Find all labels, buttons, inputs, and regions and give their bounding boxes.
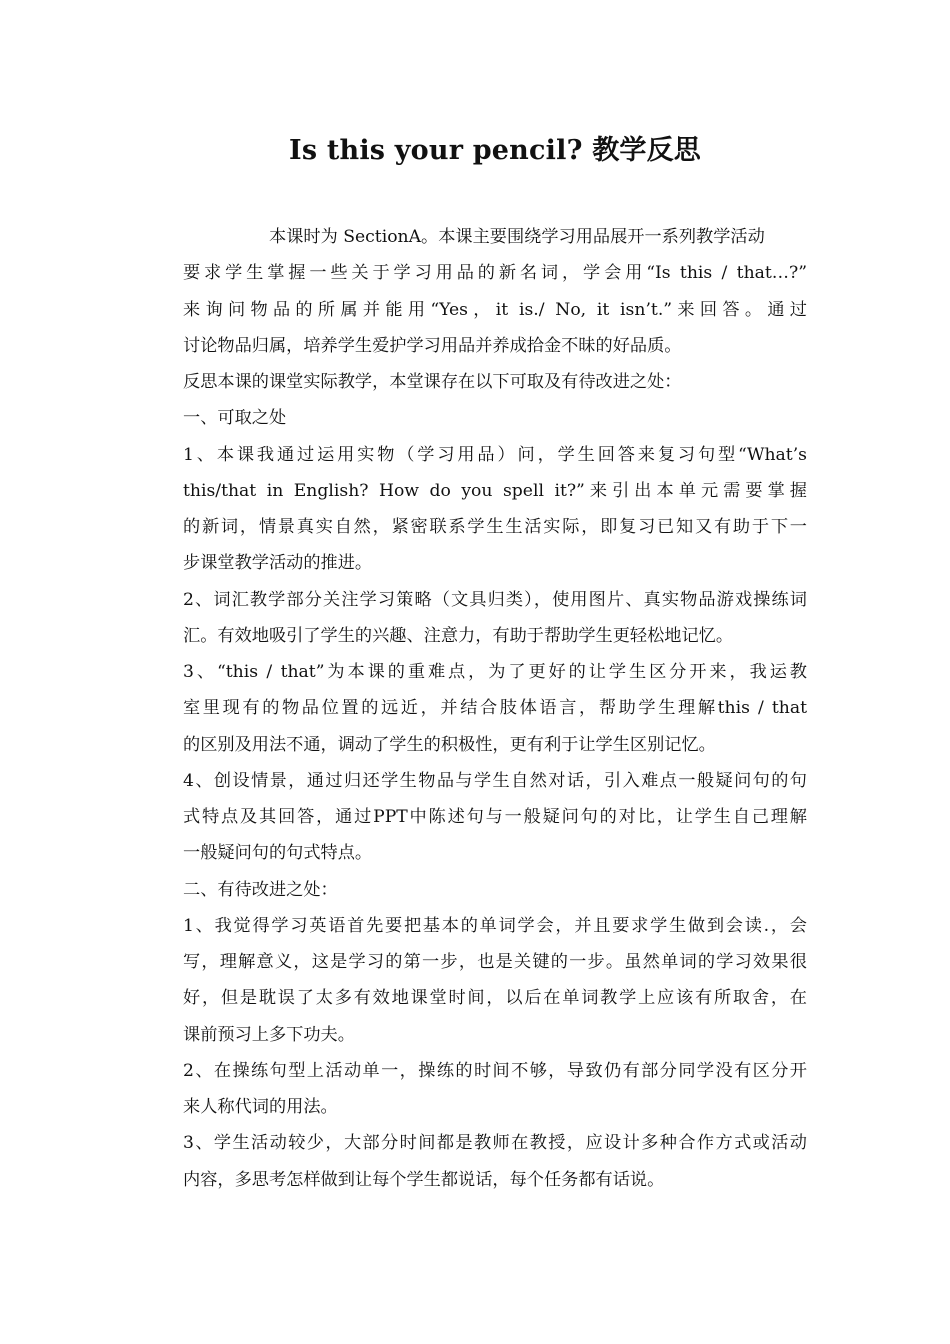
paragraph-line: 1、本课我通过运用实物（学习用品）问，学生回答来复习句型“What’s bbox=[183, 444, 807, 465]
paragraph-line: 3、学生活动较少，大部分时间都是教师在教授，应设计多种合作方式或活动 bbox=[183, 1133, 807, 1154]
document-body bbox=[183, 219, 807, 1198]
section-heading: 二、有待改进之处： bbox=[183, 879, 338, 900]
section-heading: 一、可取之处 bbox=[183, 408, 287, 429]
paragraph-line: 要求学生掌握一些关于学习用品的新名词，学会用“Is this / that…?” bbox=[183, 263, 807, 284]
paragraph-line: 来询问物品的所属并能用“Yes，it is./ No, it isn’t.”来回答。通过 bbox=[183, 299, 807, 320]
paragraph-line: this/that in English? How do you spell it?”来引出本单元需要掌握 bbox=[183, 480, 807, 501]
paragraph-line: 的新词，情景真实自然，紧密联系学生生活实际，即复习已知又有助于下一 bbox=[183, 517, 807, 537]
paragraph-line: 式特点及其回答，通过PPT中陈述句与一般疑问句的对比，让学生自己理解 bbox=[183, 807, 807, 827]
paragraph-line: 步课堂教学活动的推进。 bbox=[183, 553, 373, 574]
paragraph-line: 反思本课的课堂实际教学，本堂课存在以下可取及有待改进之处： bbox=[183, 372, 682, 392]
paragraph-line: 汇。有效地吸引了学生的兴趣、注意力，有助于帮助学生更轻松地记忆。 bbox=[183, 625, 734, 646]
paragraph-line: 写，理解意义，这是学习的第一步，也是关键的一步。虽然单词的学习效果很 bbox=[183, 952, 807, 972]
paragraph-line: 的区别及用法不通，调动了学生的积极性，更有利于让学生区别记忆。 bbox=[183, 734, 716, 755]
paragraph-line: 讨论物品归属，培养学生爱护学习用品并养成拾金不昧的好品质。 bbox=[183, 335, 682, 356]
paragraph-line: 课前预习上多下功夫。 bbox=[183, 1024, 355, 1045]
paragraph-line: 2、在操练句型上活动单一，操练的时间不够，导致仍有部分同学没有区分开 bbox=[183, 1060, 807, 1081]
paragraph-line: 好，但是耽误了太多有效地课堂时间，以后在单词教学上应该有所取舍，在 bbox=[183, 988, 807, 1009]
paragraph-line: 2、词汇教学部分关注学习策略（文具归类），使用图片、真实物品游戏操练词 bbox=[183, 589, 807, 610]
paragraph-line: 室里现有的物品位置的远近，并结合肢体语言，帮助学生理解this / that bbox=[183, 698, 807, 719]
page-title: Is this your pencil? 教学反思 bbox=[288, 135, 701, 166]
paragraph-line: 4、创设情景，通过归还学生物品与学生自然对话，引入难点一般疑问句的句 bbox=[183, 770, 807, 791]
paragraph-line: 3、“this / that”为本课的重难点，为了更好的让学生区分开来，我运教 bbox=[183, 662, 807, 682]
paragraph-line: 本课时为 SectionA。本课主要围绕学习用品展开一系列教学活动 bbox=[269, 227, 765, 247]
paragraph-line: 1、我觉得学习英语首先要把基本的单词学会，并且要求学生做到会读.，会 bbox=[183, 915, 807, 936]
paragraph-line: 内容，多思考怎样做到让每个学生都说话，每个任务都有话说。 bbox=[183, 1169, 665, 1190]
paragraph-line: 一般疑问句的句式特点。 bbox=[183, 843, 373, 864]
paragraph-line: 来人称代词的用法。 bbox=[183, 1097, 338, 1117]
